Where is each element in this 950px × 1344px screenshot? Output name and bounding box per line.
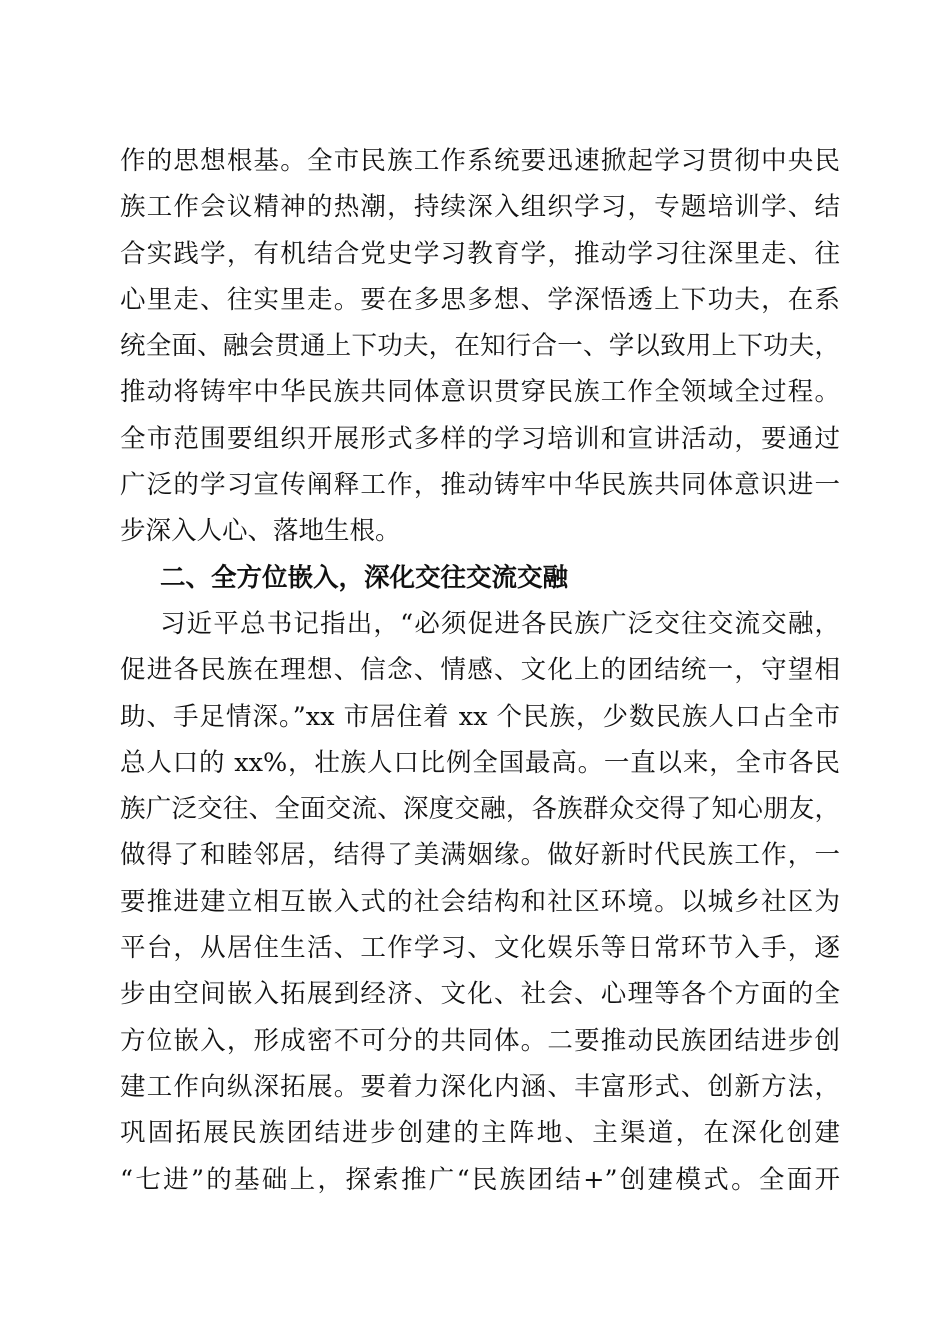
paragraph-line: 要推进建立相互嵌入式的社会结构和社区环境。以城乡社区为 — [120, 886, 840, 917]
paragraph-line: 广泛的学习宣传阐释工作，推动铸牢中华民族共同体意识进一 — [120, 470, 840, 501]
paragraph-line: 方位嵌入，形成密不可分的共同体。二要推动民族团结进步创 — [120, 1025, 840, 1056]
paragraph-line: 推动将铸牢中华民族共同体意识贯穿民族工作全领域全过程。 — [120, 377, 840, 408]
paragraph-line: 心里走、往实里走。要在多思多想、学深悟透上下功夫，在系 — [120, 284, 840, 315]
paragraph-line: 步由空间嵌入拓展到经济、文化、社会、心理等各个方面的全 — [120, 979, 840, 1010]
paragraph-line: 习近平总书记指出，“必须促进各民族广泛交往交流交融， — [160, 608, 840, 639]
paragraph-line: 平台，从居住生活、工作学习、文化娱乐等日常环节入手，逐 — [120, 933, 840, 964]
paragraph-line: 合实践学，有机结合党史学习教育学，推动学习往深里走、往 — [120, 238, 840, 269]
paragraph-line: 巩固拓展民族团结进步创建的主阵地、主渠道，在深化创建 — [120, 1118, 840, 1149]
paragraph-line: 总人口的 xx%，壮族人口比例全国最高。一直以来，全市各民 — [120, 747, 840, 778]
document-body — [120, 138, 840, 1203]
paragraph-line: 族广泛交往、全面交流、深度交融，各族群众交得了知心朋友， — [120, 794, 840, 825]
paragraph-line: 建工作向纵深拓展。要着力深化内涵、丰富形式、创新方法， — [120, 1071, 840, 1102]
paragraph-line: “七进”的基础上，探索推广“民族团结+”创建模式。全面开 — [120, 1164, 840, 1195]
paragraph-line: 助、手足情深。”xx 市居住着 xx 个民族，少数民族人口占全市 — [120, 701, 840, 732]
paragraph-line: 促进各民族在理想、信念、情感、文化上的团结统一，守望相 — [120, 655, 840, 686]
paragraph-line: 全市范围要组织开展形式多样的学习培训和宣讲活动，要通过 — [120, 423, 840, 454]
paragraph-line: 做得了和睦邻居，结得了美满姻缘。做好新时代民族工作，一 — [120, 840, 840, 871]
paragraph-line: 族工作会议精神的热潮，持续深入组织学习，专题培训学、结 — [120, 192, 840, 223]
paragraph-line: 统全面、融会贯通上下功夫，在知行合一、学以致用上下功夫， — [120, 331, 840, 362]
paragraph-line: 步深入人心、落地生根。 — [120, 516, 401, 547]
section-heading: 二、全方位嵌入，深化交往交流交融 — [160, 562, 569, 593]
paragraph-line: 作的思想根基。全市民族工作系统要迅速掀起学习贯彻中央民 — [120, 146, 840, 176]
